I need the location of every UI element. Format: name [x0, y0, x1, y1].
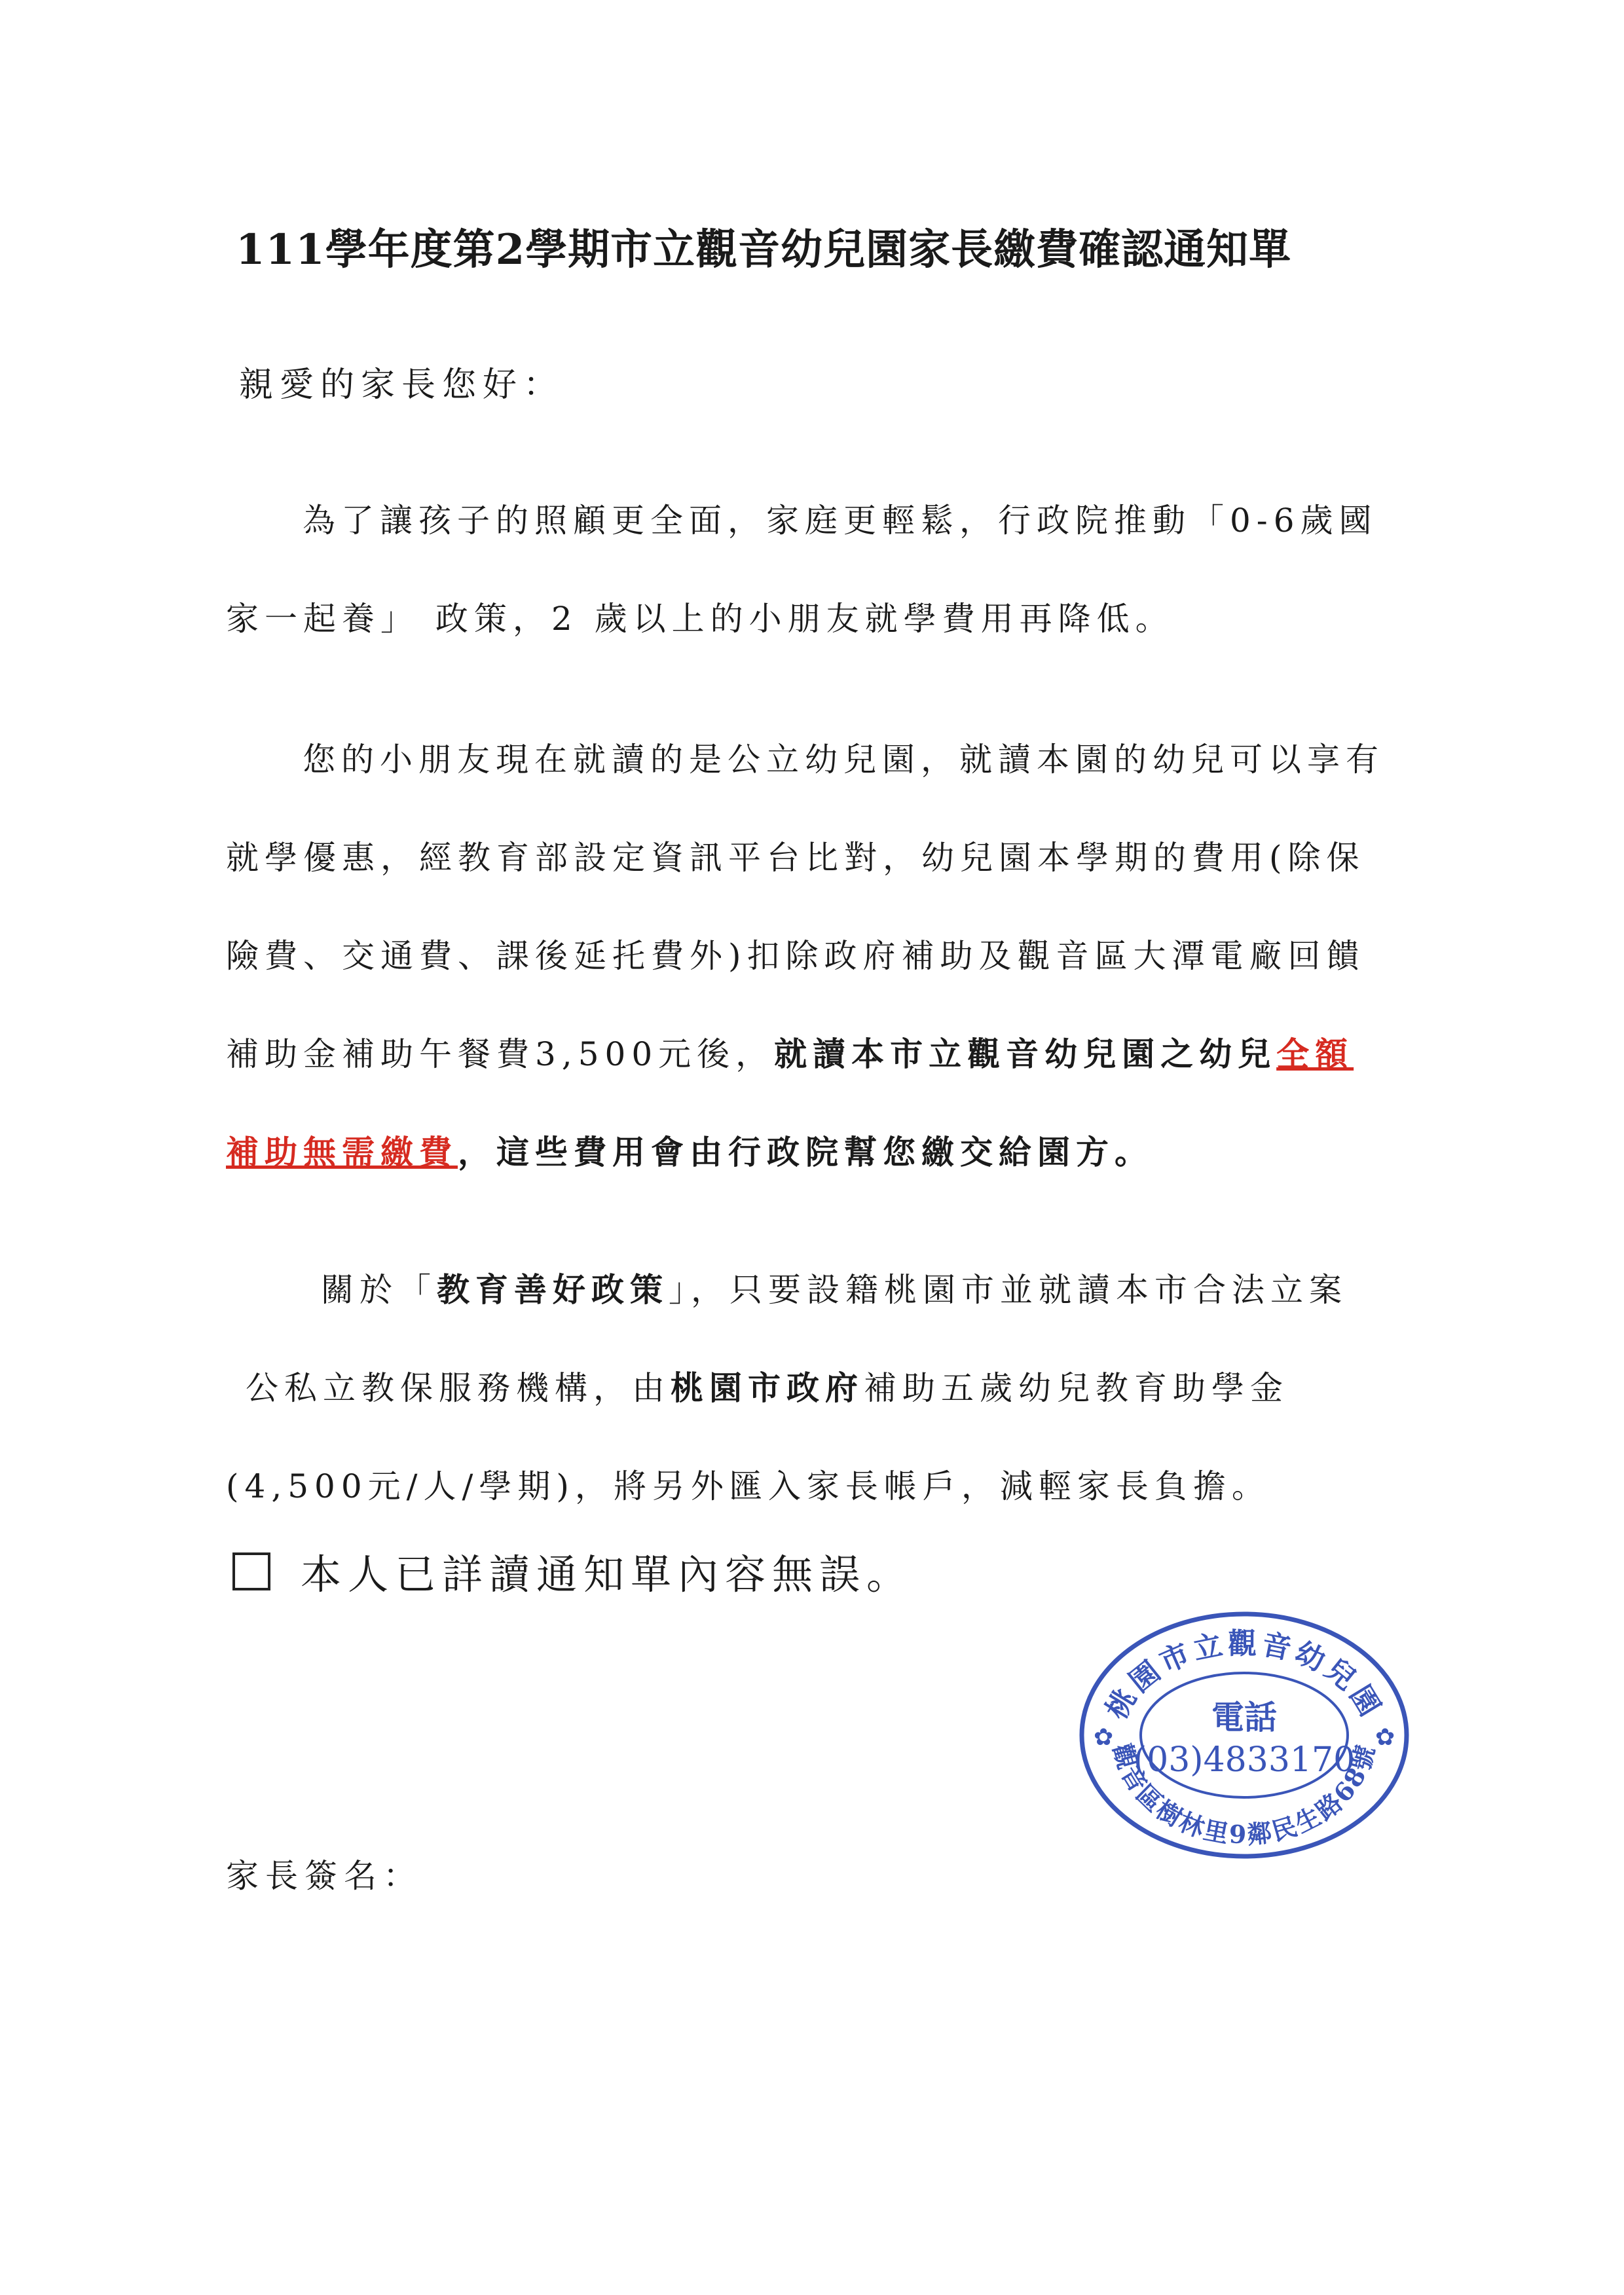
para2-line1: 您的小朋友現在就讀的是公立幼兒園，就讀本園的幼兒可以享有	[303, 741, 1384, 779]
seal-phone-label: 電話	[1211, 1698, 1277, 1736]
para3-line2-c: 補助五歲幼兒教育助學金	[864, 1369, 1289, 1407]
page-title: 111學年度第2學期市立觀音幼兒園家長繳費確認通知單	[236, 225, 1292, 274]
confirm-checkbox[interactable]	[232, 1552, 270, 1590]
para2-line4-text: 補助金補助午餐費3,500元後，	[226, 1035, 775, 1073]
para2-line5-text: ，這些費用會由行政院幫您繳交給園方。	[458, 1133, 1153, 1171]
para2-line2: 就學優惠，經教育部設定資訊平台比對，幼兒園本學期的費用(除保	[226, 839, 1365, 877]
seal-bottom-arc-text: 觀音區樹林里9鄰民生路68號	[1107, 1740, 1382, 1850]
greeting: 親愛的家長您好：	[239, 365, 564, 405]
para2-line4	[226, 1028, 1354, 1075]
para3-line1-open: 關於「	[321, 1271, 437, 1309]
seal-flower-right: ✿	[1375, 1724, 1395, 1751]
official-seal-stamp	[1074, 1604, 1414, 1866]
para3-line1	[321, 1264, 1348, 1311]
para1-line2: 家一起養」 政策，2 歲以上的小朋友就學費用再降低。	[226, 600, 1174, 638]
city-government: 桃園市政府	[671, 1368, 864, 1407]
parent-signature-label: 家長簽名：	[226, 1857, 422, 1895]
confirm-text: 本人已詳讀通知單內容無誤。	[301, 1551, 914, 1598]
para1-line1: 為了讓孩子的照顧更全面，家庭更輕鬆，行政院推動「0-6歲國	[303, 502, 1378, 540]
highlight-full-subsidy: 全額	[1276, 1035, 1354, 1073]
para3-line2	[246, 1362, 1289, 1409]
seal-phone-number: (03)4833170	[1133, 1740, 1356, 1780]
para3-line3: (4,500元/人/學期)，將另外匯入家長帳戶，減輕家長負擔。	[226, 1467, 1270, 1505]
para2-line3: 險費、交通費、課後延托費外)扣除政府補助及觀音區大潭電廠回饋	[226, 937, 1365, 975]
policy-name: 教育善好政策	[437, 1270, 669, 1309]
para3-line2-a: 公私立教保服務機構，由	[246, 1369, 671, 1407]
seal-top-arc-text: 桃園市立觀音幼兒園	[1099, 1627, 1389, 1725]
para3-line1-rest: 」，只要設籍桃園市並就讀本市合法立案	[669, 1271, 1348, 1309]
para2-line4-bold: 就讀本市立觀音幼兒園之幼兒	[774, 1035, 1277, 1073]
seal-flower-left: ✿	[1094, 1724, 1114, 1751]
confirm-row	[232, 1542, 913, 1600]
highlight-no-payment: 補助無需繳費	[226, 1133, 458, 1171]
para2-line5	[226, 1126, 1153, 1173]
